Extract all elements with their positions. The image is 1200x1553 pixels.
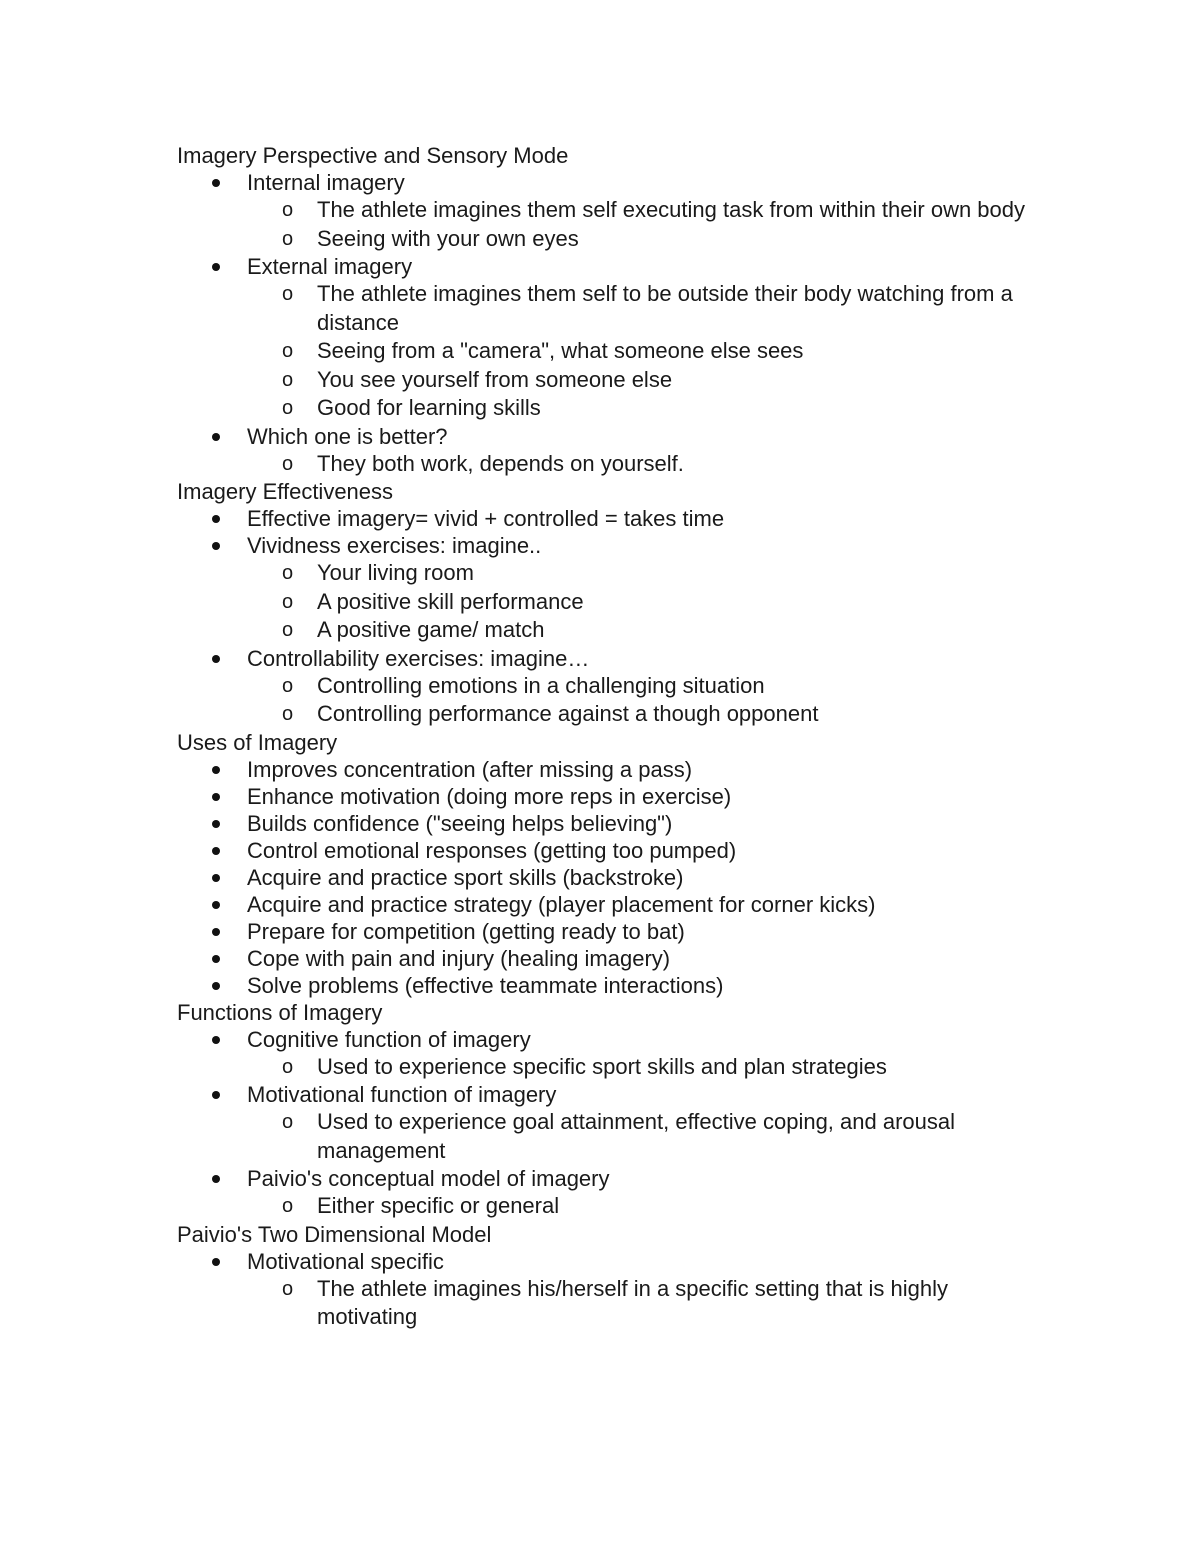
list-item-text: Motivational function of imagery	[247, 1082, 557, 1107]
bullet-dot-icon	[212, 874, 220, 882]
bullet-dot-icon	[212, 766, 220, 774]
bullet-dot-icon	[212, 1036, 220, 1044]
sub-list-item	[247, 225, 1037, 254]
bullet-dot-icon	[212, 1258, 220, 1266]
circle-bullet-icon: o	[282, 283, 294, 305]
bullet-dot-icon	[212, 820, 220, 828]
circle-bullet-icon: o	[282, 674, 294, 697]
list-item	[177, 783, 1037, 810]
sub-list-item	[247, 559, 1037, 588]
sub-list-item	[247, 450, 1037, 479]
list-item	[177, 864, 1037, 891]
sub-list-item	[247, 366, 1037, 395]
sub-list	[247, 1108, 1037, 1165]
circle-bullet-icon: o	[282, 1277, 294, 1300]
circle-bullet-icon: o	[282, 619, 294, 641]
sub-list-item-text: The athlete imagines them self to be outside their body watching from a distance	[317, 281, 1013, 335]
list-item-text: Enhance motivation (doing more reps in exercise)	[247, 783, 732, 809]
bullet-list	[177, 1248, 1037, 1332]
bullet-list	[177, 505, 1037, 729]
bullet-dot-icon	[212, 1175, 220, 1183]
bullet-dot-icon	[212, 515, 220, 523]
list-item-text: Vividness exercises: imagine..	[247, 533, 542, 558]
list-item	[177, 756, 1037, 783]
sub-list-item	[247, 588, 1037, 617]
list-item-text: Effective imagery= vivid + controlled = takes time	[247, 506, 725, 531]
document-page	[177, 142, 1037, 1332]
list-item-text: Internal imagery	[247, 170, 405, 195]
section-heading: Paivio's Two Dimensional Model	[177, 1221, 492, 1247]
sub-list	[247, 672, 1037, 729]
sub-list-item	[247, 280, 1037, 337]
sub-list-item-text: Your living room	[317, 560, 474, 585]
sub-list-item-text: The athlete imagines them self executing task from within their own body	[317, 197, 1026, 222]
list-item	[177, 1248, 1037, 1332]
sub-list-item	[247, 616, 1037, 645]
sub-list-item-text: Used to experience specific sport skills and plan strategies	[317, 1053, 887, 1079]
sub-list-item	[247, 1108, 1037, 1165]
circle-bullet-icon: o	[282, 590, 294, 613]
sub-list-item	[247, 337, 1037, 366]
list-item-text: Controllability exercises: imagine…	[247, 645, 590, 671]
sub-list-item	[247, 1192, 1037, 1221]
list-item	[177, 253, 1037, 423]
bullet-dot-icon	[212, 928, 220, 936]
sub-list-item-text: Seeing with your own eyes	[317, 225, 579, 251]
circle-bullet-icon: o	[282, 199, 294, 221]
list-item	[177, 1165, 1037, 1221]
section-heading: Imagery Effectiveness	[177, 479, 394, 504]
list-item	[177, 972, 1037, 999]
list-item	[177, 945, 1037, 972]
bullet-dot-icon	[212, 655, 220, 663]
sub-list	[247, 1275, 1037, 1332]
list-item-text: Paivio's conceptual model of imagery	[247, 1166, 610, 1191]
sub-list-item	[247, 196, 1037, 225]
list-item	[177, 918, 1037, 945]
list-item	[177, 1081, 1037, 1165]
sub-list	[247, 559, 1037, 645]
sub-list	[247, 450, 1037, 479]
list-item-text: Cope with pain and injury (healing imagery)	[247, 945, 671, 971]
list-item-text: Acquire and practice strategy (player placement for corner kicks)	[247, 891, 876, 917]
bullet-dot-icon	[212, 433, 220, 441]
list-item	[177, 169, 1037, 253]
sub-list-item-text: The athlete imagines his/herself in a specific setting that is highly motivating	[317, 1275, 948, 1329]
sub-list-item	[247, 1053, 1037, 1082]
section-heading: Uses of Imagery	[177, 729, 338, 755]
sub-list-item	[247, 394, 1037, 423]
list-item-text: External imagery	[247, 254, 413, 279]
sub-list	[247, 1053, 1037, 1082]
list-item	[177, 505, 1037, 532]
circle-bullet-icon: o	[282, 703, 294, 725]
bullet-dot-icon	[212, 901, 220, 909]
circle-bullet-icon: o	[282, 452, 294, 475]
sub-list-item-text: They both work, depends on yourself.	[317, 450, 684, 476]
list-item-text: Improves concentration (after missing a pass)	[247, 756, 693, 782]
bullet-dot-icon	[212, 955, 220, 963]
bullet-dot-icon	[212, 542, 220, 550]
circle-bullet-icon: o	[282, 562, 294, 584]
list-item-text: Builds confidence ("seeing helps believing")	[247, 810, 673, 836]
sub-list	[247, 1192, 1037, 1221]
sub-list-item-text: Seeing from a "camera", what someone else sees	[317, 338, 804, 363]
sub-list-item-text: Controlling performance against a though opponent	[317, 701, 819, 726]
circle-bullet-icon: o	[282, 1055, 294, 1078]
list-item	[177, 1026, 1037, 1082]
bullet-dot-icon	[212, 793, 220, 801]
list-item-text: Motivational specific	[247, 1248, 444, 1274]
bullet-list	[177, 756, 1037, 999]
sub-list-item-text: Good for learning skills	[317, 395, 541, 420]
list-item	[177, 810, 1037, 837]
sub-list-item	[247, 1275, 1037, 1332]
bullet-dot-icon	[212, 179, 220, 187]
sub-list-item	[247, 700, 1037, 729]
list-item-text: Prepare for competition (getting ready to bat)	[247, 918, 685, 944]
list-item	[177, 891, 1037, 918]
list-item	[177, 532, 1037, 645]
sub-list-item	[247, 672, 1037, 701]
section-heading: Imagery Perspective and Sensory Mode	[177, 143, 569, 168]
list-item	[177, 645, 1037, 729]
circle-bullet-icon: o	[282, 1195, 294, 1217]
bullet-dot-icon	[212, 1091, 220, 1099]
sub-list-item-text: Controlling emotions in a challenging situation	[317, 672, 765, 698]
bullet-list	[177, 169, 1037, 478]
sub-list	[247, 196, 1037, 253]
list-item-text: Solve problems (effective teammate interactions)	[247, 972, 724, 998]
bullet-dot-icon	[212, 982, 220, 990]
circle-bullet-icon: o	[282, 397, 294, 419]
circle-bullet-icon: o	[282, 368, 294, 391]
circle-bullet-icon: o	[282, 1111, 294, 1133]
sub-list-item-text: A positive game/ match	[317, 617, 545, 642]
circle-bullet-icon: o	[282, 227, 294, 250]
sub-list-item-text: Either specific or general	[317, 1193, 560, 1218]
bullet-list	[177, 1026, 1037, 1221]
bullet-dot-icon	[212, 847, 220, 855]
sub-list-item-text: Used to experience goal attainment, effective coping, and arousal management	[317, 1109, 955, 1163]
list-item-text: Acquire and practice sport skills (backstroke)	[247, 864, 684, 890]
list-item-text: Control emotional responses (getting too pumped)	[247, 837, 737, 863]
list-item	[177, 837, 1037, 864]
sub-list-item-text: A positive skill performance	[317, 588, 584, 614]
list-item-text: Which one is better?	[247, 423, 448, 449]
bullet-dot-icon	[212, 263, 220, 271]
list-item-text: Cognitive function of imagery	[247, 1026, 531, 1052]
sub-list	[247, 280, 1037, 423]
section-heading: Functions of Imagery	[177, 999, 383, 1025]
sub-list-item-text: You see yourself from someone else	[317, 366, 673, 392]
list-item	[177, 423, 1037, 479]
circle-bullet-icon: o	[282, 340, 294, 362]
